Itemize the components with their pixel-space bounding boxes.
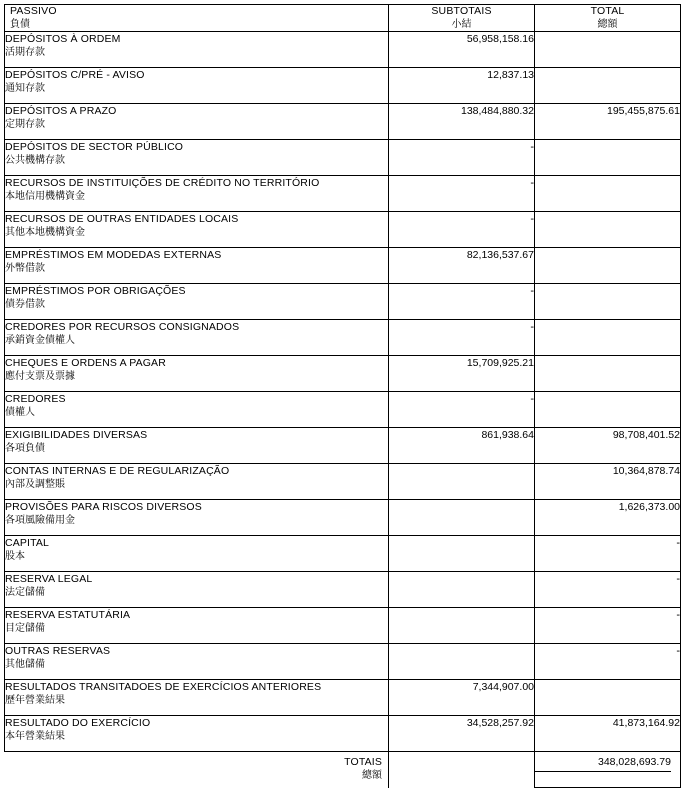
header-cell-passivo xyxy=(5,5,389,32)
totals-grand-cell xyxy=(535,752,681,788)
table-row xyxy=(5,68,681,104)
row-subtotal-cell: 34,528,257.92 xyxy=(389,716,535,752)
row-label-cell xyxy=(5,212,389,248)
row-label-cell xyxy=(5,356,389,392)
row-subtotal-cell: 861,938.64 xyxy=(389,428,535,464)
row-label-zh: 本地信用機構資金 xyxy=(5,191,85,202)
row-label-pt: RECURSOS DE INSTITUIÇÕES DE CRÉDITO NO TERRITÓRIO xyxy=(5,177,320,189)
table-row xyxy=(5,284,681,320)
table-row xyxy=(5,356,681,392)
table-row xyxy=(5,176,681,212)
table-row xyxy=(5,428,681,464)
row-label-pt: RESERVA LEGAL xyxy=(5,573,93,585)
row-label-pt: RESERVA ESTATUTÁRIA xyxy=(5,609,131,621)
row-label-zh: 通知存款 xyxy=(5,83,45,94)
row-subtotal-cell xyxy=(389,500,535,536)
table-row xyxy=(5,140,681,176)
row-label-zh: 其他儲備 xyxy=(5,659,45,670)
header-passivo-pt: PASSIVO xyxy=(10,5,57,17)
row-label-zh: 定期存款 xyxy=(5,119,45,130)
table-row xyxy=(5,104,681,140)
row-label-cell xyxy=(5,680,389,716)
table-row xyxy=(5,644,681,680)
row-total-cell xyxy=(535,392,681,428)
row-label-zh: 本年營業結果 xyxy=(5,731,65,742)
row-label-pt: RECURSOS DE OUTRAS ENTIDADES LOCAIS xyxy=(5,213,239,225)
row-label-pt: CHEQUES E ORDENS A PAGAR xyxy=(5,357,166,369)
row-subtotal-cell: - xyxy=(389,284,535,320)
row-label-cell xyxy=(5,140,389,176)
row-label-pt: DEPÓSITOS A PRAZO xyxy=(5,105,117,117)
row-total-cell: - xyxy=(535,608,681,644)
row-label-pt: RESULTADO DO EXERCÍCIO xyxy=(5,717,151,729)
row-subtotal-cell xyxy=(389,464,535,500)
row-subtotal-cell: - xyxy=(389,392,535,428)
totals-label-zh: 總額 xyxy=(362,770,382,781)
row-total-cell: 41,873,164.92 xyxy=(535,716,681,752)
row-label-cell xyxy=(5,428,389,464)
row-label-cell xyxy=(5,644,389,680)
row-total-cell xyxy=(535,176,681,212)
row-label-pt: EMPRÉSTIMOS EM MODEDAS EXTERNAS xyxy=(5,249,222,261)
row-total-cell xyxy=(535,320,681,356)
row-subtotal-cell: 138,484,880.32 xyxy=(389,104,535,140)
row-total-cell: 195,455,875.61 xyxy=(535,104,681,140)
header-total-zh: 總額 xyxy=(597,19,618,30)
totals-subtotal-cell xyxy=(389,752,535,788)
table-row xyxy=(5,212,681,248)
row-label-zh: 歷年營業結果 xyxy=(5,695,65,706)
row-subtotal-cell: - xyxy=(389,140,535,176)
table-row xyxy=(5,536,681,572)
row-subtotal-cell xyxy=(389,608,535,644)
row-label-pt: PROVISÕES PARA RISCOS DIVERSOS xyxy=(5,501,202,513)
row-subtotal-cell: 7,344,907.00 xyxy=(389,680,535,716)
row-label-pt: CREDORES POR RECURSOS CONSIGNADOS xyxy=(5,321,240,333)
row-label-cell xyxy=(5,68,389,104)
row-label-zh: 股本 xyxy=(5,551,25,562)
row-subtotal-cell xyxy=(389,572,535,608)
table-body xyxy=(5,5,681,788)
table-header-row xyxy=(5,5,681,32)
row-label-zh: 外幣借款 xyxy=(5,263,45,274)
row-label-zh: 目定儲備 xyxy=(5,623,45,634)
table-row xyxy=(5,464,681,500)
header-total-pt: TOTAL xyxy=(590,5,625,17)
row-subtotal-cell: 56,958,158.16 xyxy=(389,32,535,68)
row-label-zh: 公共機構存款 xyxy=(5,155,65,166)
row-label-cell xyxy=(5,392,389,428)
row-total-cell xyxy=(535,356,681,392)
row-label-zh: 債券借款 xyxy=(5,299,45,310)
table-row xyxy=(5,608,681,644)
table-row xyxy=(5,248,681,284)
row-label-zh: 債權人 xyxy=(5,407,35,418)
header-subtotals-zh: 小結 xyxy=(451,19,472,30)
row-total-cell xyxy=(535,680,681,716)
row-total-cell xyxy=(535,140,681,176)
row-label-zh: 內部及調整賬 xyxy=(5,479,65,490)
row-total-cell: - xyxy=(535,644,681,680)
header-cell-subtotals xyxy=(389,5,535,32)
row-label-pt: DEPÓSITOS À ORDEM xyxy=(5,33,121,45)
row-total-cell: - xyxy=(535,572,681,608)
header-subtotals-pt: SUBTOTAIS xyxy=(431,5,492,17)
row-label-cell xyxy=(5,572,389,608)
row-total-cell: 1,626,373.00 xyxy=(535,500,681,536)
row-label-cell xyxy=(5,32,389,68)
row-label-cell xyxy=(5,536,389,572)
table-row xyxy=(5,572,681,608)
row-label-zh: 活期存款 xyxy=(5,47,45,58)
row-total-cell: 10,364,878.74 xyxy=(535,464,681,500)
totals-label-pt: TOTAIS xyxy=(344,756,382,768)
row-label-zh: 其他本地機構資金 xyxy=(5,227,85,238)
row-label-cell xyxy=(5,716,389,752)
row-total-cell: 98,708,401.52 xyxy=(535,428,681,464)
liabilities-table xyxy=(4,4,681,788)
row-total-cell xyxy=(535,32,681,68)
row-label-pt: EMPRÉSTIMOS POR OBRIGAÇÕES xyxy=(5,285,186,297)
row-label-zh: 各項風險備用金 xyxy=(5,515,75,526)
row-label-pt: CONTAS INTERNAS E DE REGULARIZAÇÃO xyxy=(5,465,230,477)
row-label-cell xyxy=(5,608,389,644)
table-row xyxy=(5,716,681,752)
header-cell-total xyxy=(535,5,681,32)
grand-total-value: 348,028,693.79 xyxy=(535,755,671,772)
row-label-pt: OUTRAS RESERVAS xyxy=(5,645,111,657)
row-label-zh: 法定儲備 xyxy=(5,587,45,598)
table-row xyxy=(5,32,681,68)
row-label-zh: 應付支票及票據 xyxy=(5,371,75,382)
balance-sheet-liabilities xyxy=(4,4,680,788)
row-label-cell xyxy=(5,500,389,536)
row-subtotal-cell: - xyxy=(389,320,535,356)
header-passivo-zh: 負債 xyxy=(10,19,30,30)
row-total-cell xyxy=(535,248,681,284)
row-label-pt: CREDORES xyxy=(5,393,66,405)
totals-label-cell xyxy=(5,752,389,788)
row-label-pt: DEPÓSITOS DE SECTOR PÚBLICO xyxy=(5,141,184,153)
row-label-cell xyxy=(5,320,389,356)
row-total-cell xyxy=(535,284,681,320)
row-total-cell xyxy=(535,68,681,104)
row-label-zh: 各項負債 xyxy=(5,443,45,454)
row-label-zh: 承銷資金債權人 xyxy=(5,335,75,346)
row-label-cell xyxy=(5,104,389,140)
row-subtotal-cell: 82,136,537.67 xyxy=(389,248,535,284)
table-row xyxy=(5,500,681,536)
row-total-cell xyxy=(535,212,681,248)
row-total-cell: - xyxy=(535,536,681,572)
table-row xyxy=(5,680,681,716)
table-row xyxy=(5,320,681,356)
table-row xyxy=(5,392,681,428)
totals-row xyxy=(5,752,681,788)
row-subtotal-cell: 12,837.13 xyxy=(389,68,535,104)
row-label-cell xyxy=(5,284,389,320)
row-label-pt: EXIGIBILIDADES DIVERSAS xyxy=(5,429,148,441)
row-label-pt: RESULTADOS TRANSITADOES DE EXERCÍCIOS ANTERIORES xyxy=(5,681,322,693)
row-subtotal-cell xyxy=(389,536,535,572)
row-label-cell xyxy=(5,464,389,500)
row-label-cell xyxy=(5,248,389,284)
row-subtotal-cell: 15,709,925.21 xyxy=(389,356,535,392)
row-subtotal-cell: - xyxy=(389,212,535,248)
row-subtotal-cell xyxy=(389,644,535,680)
row-label-cell xyxy=(5,176,389,212)
row-label-pt: CAPITAL xyxy=(5,537,50,549)
row-label-pt: DEPÓSITOS C/PRÉ - AVISO xyxy=(5,69,145,81)
row-subtotal-cell: - xyxy=(389,176,535,212)
